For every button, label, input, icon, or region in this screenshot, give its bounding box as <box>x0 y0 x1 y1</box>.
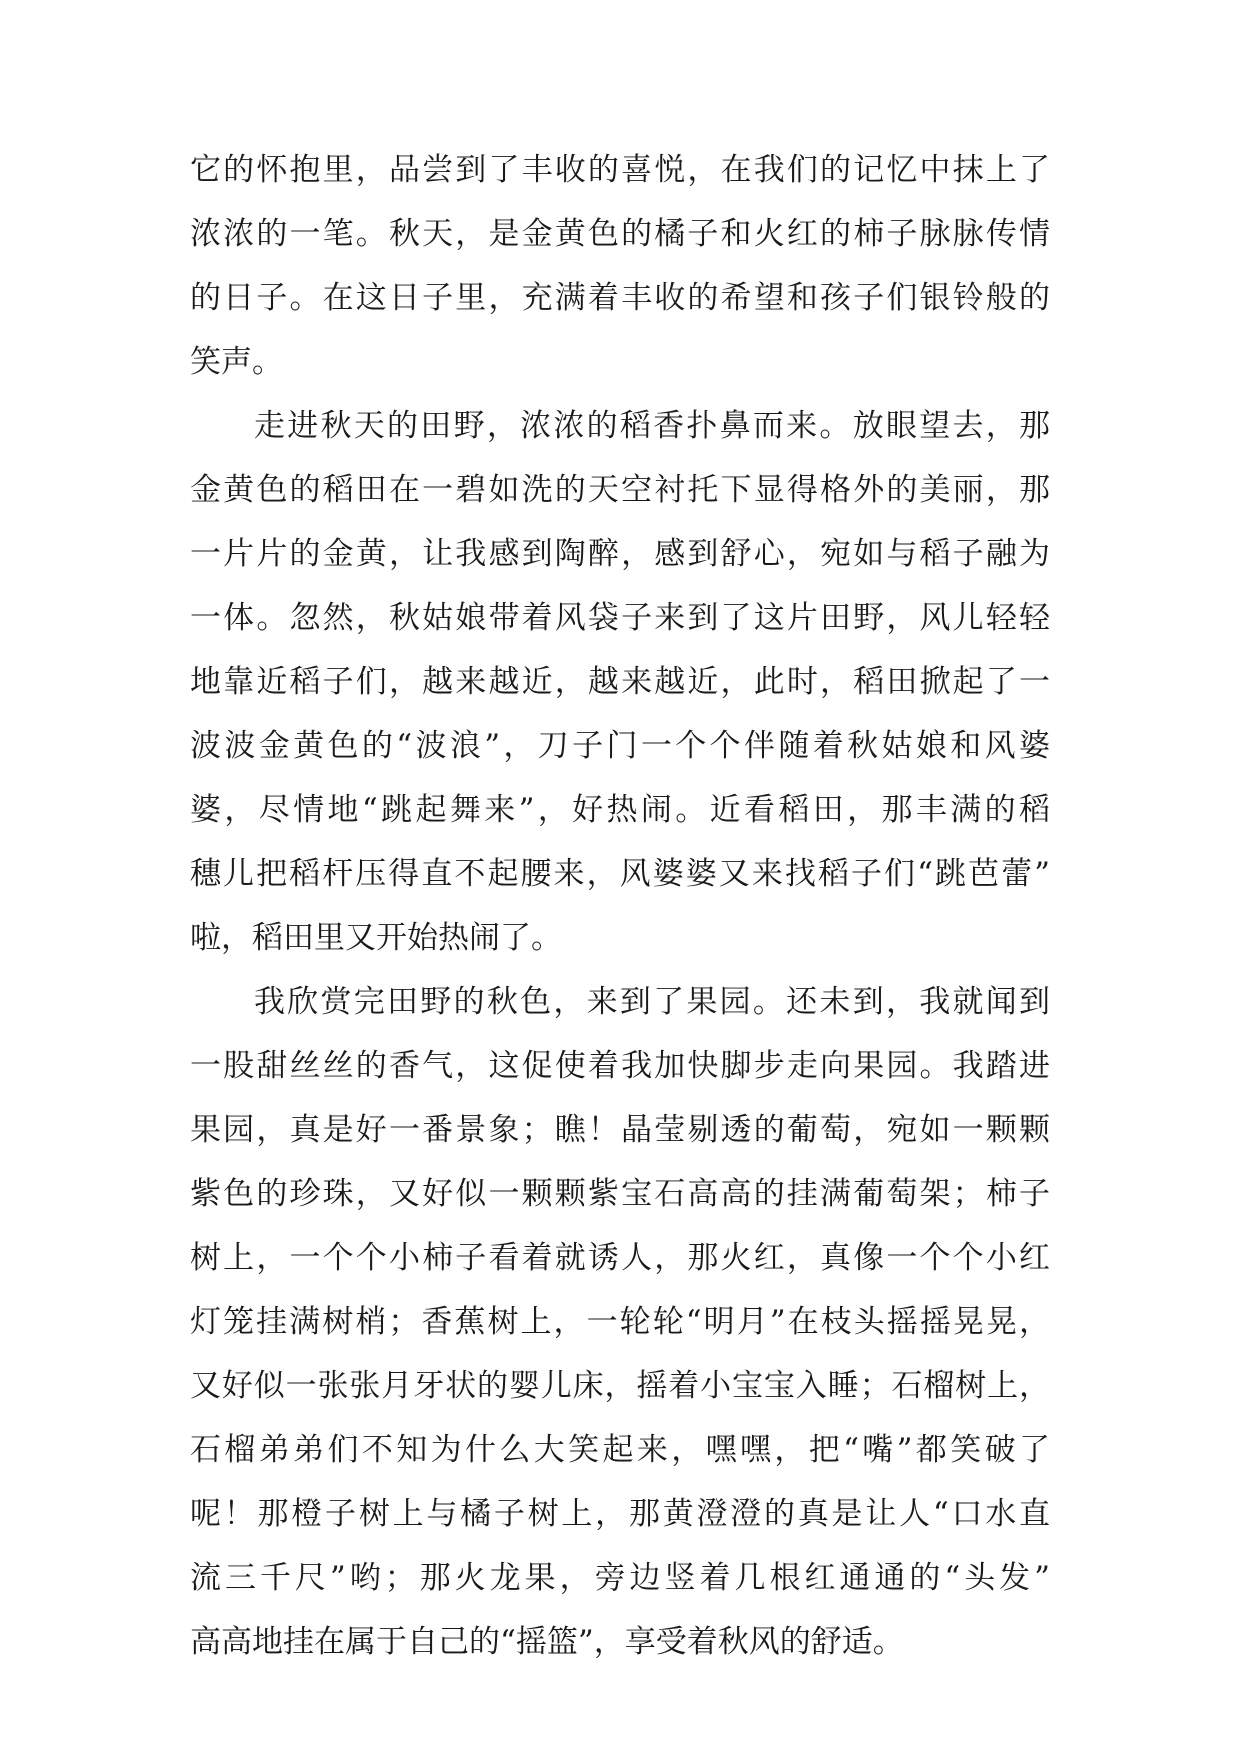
paragraph-2-line-6: 波波金黄色的“波浪”，刀子门一个个伴随着秋姑娘和风婆 <box>190 728 1050 764</box>
text-body <box>190 138 1050 1674</box>
paragraph-2-line-8: 穗儿把稻杆压得直不起腰来，风婆婆又来找稻子们“跳芭蕾” <box>190 856 1050 892</box>
paragraph-3-line-7: 又好似一张张月牙状的婴儿床，摇着小宝宝入睡；石榴树上， <box>190 1368 1050 1404</box>
paragraph-3-line-4: 紫色的珍珠，又好似一颗颗紫宝石高高的挂满葡萄架；柿子 <box>190 1176 1050 1212</box>
paragraph-3-line-1: 我欣赏完田野的秋色，来到了果园。还未到，我就闻到 <box>254 984 1050 1020</box>
paragraph-2-line-1: 走进秋天的田野，浓浓的稻香扑鼻而来。放眼望去，那 <box>254 408 1050 444</box>
paragraph-3-line-9: 呢！那橙子树上与橘子树上，那黄澄澄的真是让人“口水直 <box>190 1496 1050 1532</box>
paragraph-3-line-2: 一股甜丝丝的香气，这促使着我加快脚步走向果园。我踏进 <box>190 1048 1050 1084</box>
paragraph-1-line-4: 笑声。 <box>190 344 283 380</box>
paragraph-3-line-6: 灯笼挂满树梢；香蕉树上，一轮轮“明月”在枝头摇摇晃晃， <box>190 1304 1050 1340</box>
paragraph-1-line-3: 的日子。在这日子里，充满着丰收的希望和孩子们银铃般的 <box>190 280 1050 316</box>
paragraph-2-line-2: 金黄色的稻田在一碧如洗的天空衬托下显得格外的美丽，那 <box>190 472 1050 508</box>
paragraph-3-line-5: 树上，一个个小柿子看着就诱人，那火红，真像一个个小红 <box>190 1240 1050 1276</box>
paragraph-2-line-3: 一片片的金黄，让我感到陶醉，感到舒心，宛如与稻子融为 <box>190 536 1050 572</box>
paragraph-3-line-8: 石榴弟弟们不知为什么大笑起来，嘿嘿，把“嘴”都笑破了 <box>190 1432 1050 1468</box>
paragraph-3-line-11: 高高地挂在属于自己的“摇篮”，享受着秋风的舒适。 <box>190 1624 904 1660</box>
paragraph-2-line-9: 啦，稻田里又开始热闹了。 <box>190 920 562 956</box>
paragraph-2-line-5: 地靠近稻子们，越来越近，越来越近，此时，稻田掀起了一 <box>190 664 1050 700</box>
paragraph-3-line-10: 流三千尺”哟；那火龙果，旁边竖着几根红通通的“头发” <box>190 1560 1050 1596</box>
paragraph-3-line-3: 果园，真是好一番景象；瞧！晶莹剔透的葡萄，宛如一颗颗 <box>190 1112 1050 1148</box>
paragraph-2-line-7: 婆，尽情地“跳起舞来”，好热闹。近看稻田，那丰满的稻 <box>190 792 1050 828</box>
paragraph-1-line-2: 浓浓的一笔。秋天，是金黄色的橘子和火红的柿子脉脉传情 <box>190 216 1050 252</box>
paragraph-2-line-4: 一体。忽然，秋姑娘带着风袋子来到了这片田野，风儿轻轻 <box>190 600 1050 636</box>
paragraph-1-line-1: 它的怀抱里，品尝到了丰收的喜悦，在我们的记忆中抹上了 <box>190 152 1050 188</box>
